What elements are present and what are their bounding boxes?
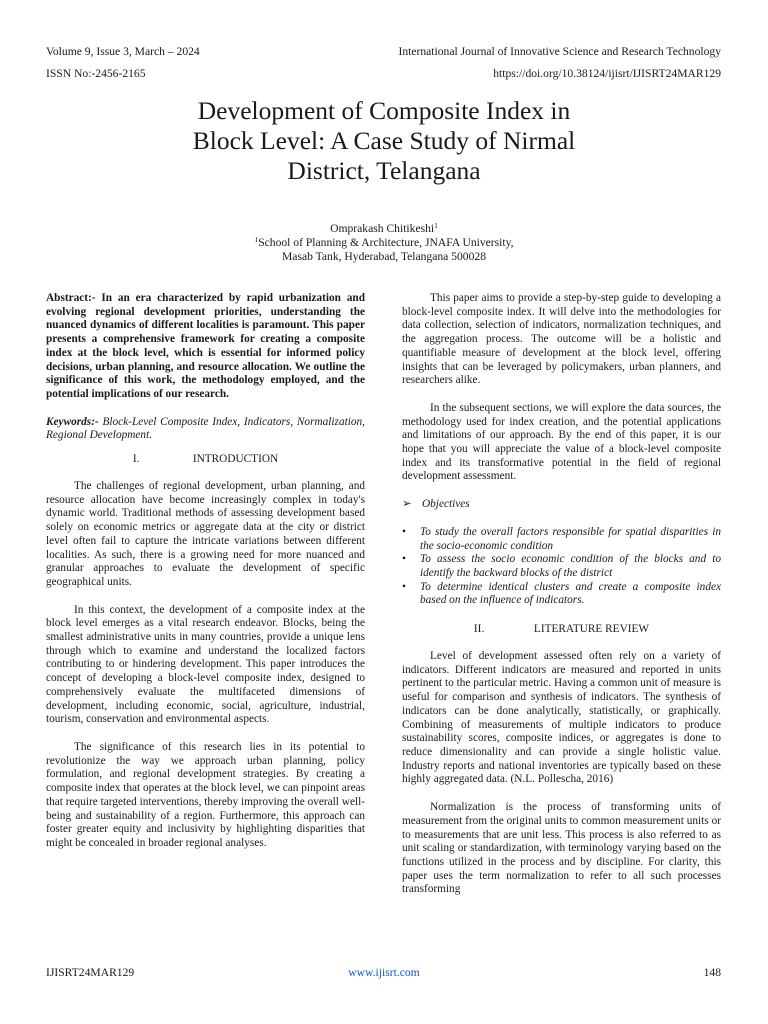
intro-paragraph-1: The challenges of regional development, urban planning, and resource allocation have become increasingly complex in today's dynamic world. Traditional methods of assessing development based solely on economic metrics or aggregate data at the city or district level often fail to capture the intricate variations between different localities. As such, there is a growing need for more nuanced and granular approaches to evaluate the development of specific geographical units.: [46, 480, 365, 588]
header-journal: International Journal of Innovative Science and Research Technology: [398, 45, 721, 58]
footer-website-link[interactable]: www.ijisrt.com: [348, 966, 420, 979]
literature-paragraph-2: Normalization is the process of transforming units of measurement from the original units to common measurement units or to measurements that are unit less. This process is also referred to as unit scaling or standardization, with terminology varying based on the functions utilized in the process and by discipline. For clarity, this paper uses the term normalization to refer to all such processes transforming: [402, 801, 721, 896]
footer-paper-id: IJISRT24MAR129: [46, 966, 135, 979]
bullet-icon: •: [402, 525, 406, 538]
left-column: [46, 292, 365, 851]
title-line-2: Block Level: A Case Study of Nirmal: [192, 126, 576, 155]
objectives-list: [402, 526, 721, 608]
objective-item: • To determine identical clusters and create a composite index based on the influence of indicators.: [402, 580, 721, 607]
header-volume: Volume 9, Issue 3, March – 2024: [46, 45, 200, 58]
literature-paragraph-1: Level of development assessed often rely on a variety of indicators. Different indicators are measured and reported in units pertinent to the particular metric. Having a common unit of measure is useful for comparison and synthesis of indicators. The synthesis of indicators can be done analytically, statistically, or graphically. Combining of measurements of multiple indicators to produce sustainability scores, composite indices, or aggregates is done to reduce dimensionality and can provide a single holistic value. Industry reports and national inventories are typically based on these highly aggregated data. (N.L. Pollescha, 2016): [402, 650, 721, 786]
arrow-bullet-icon: ➢: [402, 498, 412, 511]
header-doi[interactable]: https://doi.org/10.38124/ijisrt/IJISRT24MAR129: [493, 67, 721, 80]
intro-paragraph-3: The significance of this research lies in its potential to revolutionize the way we approach urban planning, policy formulation, and regional development strategies. By creating a composite index that operates at the block level, we can pinpoint areas that require targeted interventions, thereby improving the overall well-being and sustainability of a region. Furthermore, this approach can foster greater equity and inclusivity by highlighting disparities that might be concealed in broader regional analyses.: [46, 740, 365, 849]
section-2-number: II.: [473, 623, 485, 636]
affiliation-sup: 1: [254, 235, 259, 244]
bullet-icon: •: [402, 553, 406, 566]
abstract-label: Abstract:-: [46, 292, 96, 304]
objectives-label: Objectives: [422, 498, 470, 511]
right-column: [402, 292, 721, 897]
affiliation-line-1: School of Planning & Architecture, JNAFA University,: [258, 236, 514, 249]
intro-paragraph-2: In this context, the development of a composite index at the block level emerges as a vital research endeavor. Blocks, being the smallest administrative units in many countries, provide a unique lens through which to examine and understand the localized factors contributing to or hindering development. This paper introduces the concept of developing a block-level composite index, designed to comprehensively evaluate the multifaceted dimensions of development, including economic, social, agriculture, industrial, tourism, conservation and environmental aspects.: [46, 603, 365, 726]
keywords-label: Keywords:-: [46, 415, 99, 428]
author-name: Omprakash Chitikeshi: [330, 222, 435, 235]
section-1-heading: [46, 452, 365, 466]
title-line-1: Development of Composite Index in: [197, 96, 571, 125]
bullet-icon: •: [402, 580, 406, 593]
section-1-number: I.: [132, 453, 140, 466]
objectives-heading: [402, 498, 721, 512]
author-block: [0, 222, 768, 264]
header-issn: ISSN No:-2456-2165: [46, 67, 146, 80]
section-2-title: LITERATURE REVIEW: [533, 623, 650, 636]
objective-item: • To assess the socio economic condition of the blocks and to identify the backward blocks of the district: [402, 553, 721, 579]
abstract-text: In an era characterized by rapid urbanization and evolving regional development priorities, understanding the nuanced dynamics of different localities is paramount. This paper presents a comprehensive framework for creating a composite index at the block level, which is essential for informed policy decisions, urban planning, and resource allocation. We outline the significance of this work, the methodology employed, and the potential implications of our research.: [46, 292, 365, 400]
keywords-text: Block-Level Composite Index, Indicators, Normalization, Regional Development.: [46, 415, 365, 442]
title-line-3: District, Telangana: [287, 156, 481, 185]
paper-title: [0, 96, 768, 186]
author-sup: 1: [434, 221, 438, 230]
intro-paragraph-5: In the subsequent sections, we will explore the data sources, the methodology used for index creation, and the potential applications and limitations of our approach. By the end of this paper, it is our hope that you will appreciate the value of a block-level composite index and its transformative potential in the field of regional development assessment.: [402, 401, 721, 483]
section-1-title: INTRODUCTION: [192, 453, 279, 466]
keywords: [46, 416, 365, 443]
objective-item: • To study the overall factors responsible for spatial disparities in the socio-economic condition: [402, 525, 721, 552]
affiliation-line-2: Masab Tank, Hyderabad, Telangana 500028: [282, 250, 486, 263]
section-2-heading: [402, 622, 721, 636]
intro-paragraph-4: This paper aims to provide a step-by-step guide to developing a block-level composite index. It will delve into the methodologies for data collection, selection of indicators, normalization techniques, and the aggregation process. The outcome will be a holistic and quantifiable measure of development at the block level, offering insights that can be leveraged by policymakers, urban planners, and researchers alike.: [402, 292, 721, 387]
footer-page-number: 148: [703, 966, 721, 979]
abstract: [46, 292, 365, 402]
